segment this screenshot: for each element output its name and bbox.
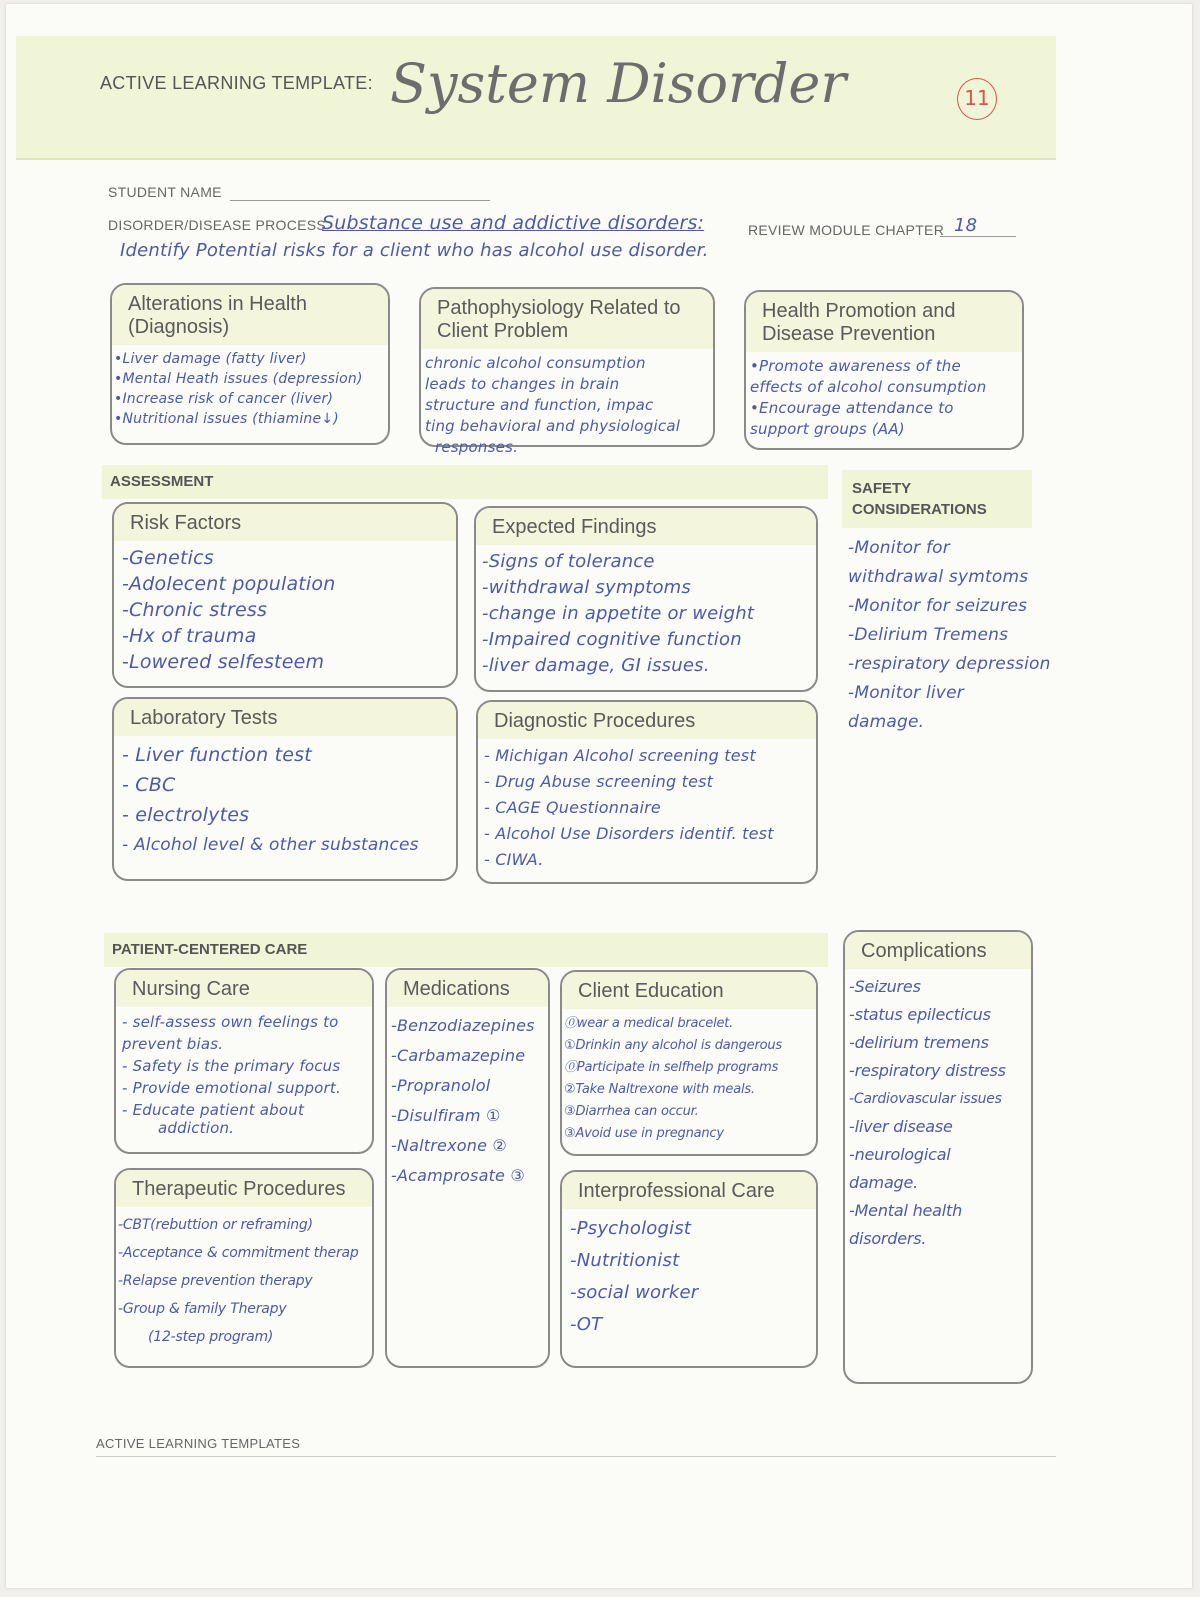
- disorder-field[interactable]: Substance use and addictive disorders:: [322, 212, 705, 234]
- list-item: -Monitor for: [848, 538, 950, 558]
- list-item: -Nutritionist: [570, 1250, 680, 1271]
- pathophysiology-list: [421, 349, 713, 458]
- nursing-care-box: [114, 968, 374, 1154]
- pathophysiology-box: [419, 287, 715, 456]
- list-item: •Mental Heath issues (depression): [114, 371, 363, 387]
- list-item: support groups (AA): [750, 420, 905, 438]
- list-item: -respiratory depression: [848, 654, 1051, 674]
- list-item: -Benzodiazepines: [391, 1016, 535, 1035]
- list-item: -Propranolol: [391, 1076, 491, 1095]
- list-item: -Impaired cognitive function: [482, 629, 742, 650]
- student-name-label: STUDENT NAME: [108, 184, 222, 200]
- list-item: -change in appetite or weight: [482, 603, 755, 624]
- list-item: -Acamprosate ③: [391, 1166, 525, 1185]
- list-item: - CIWA.: [484, 850, 544, 869]
- list-item: •Promote awareness of the: [750, 357, 961, 375]
- health-promotion-title: Health Promotion and Disease Prevention: [746, 292, 1022, 352]
- list-item: -Monitor liver: [848, 683, 964, 703]
- list-item: -Psychologist: [570, 1218, 692, 1239]
- list-item: - Alcohol Use Disorders identif. test: [484, 824, 774, 843]
- therapeutic-procedures-box: [114, 1168, 374, 1368]
- list-item: ③Avoid use in pregnancy: [564, 1126, 724, 1141]
- expected-findings-title: Expected Findings: [476, 508, 816, 545]
- template-label: ACTIVE LEARNING TEMPLATE:: [100, 73, 373, 93]
- laboratory-tests-box: [112, 697, 458, 881]
- disorder-label: DISORDER/DISEASE PROCESS: [108, 217, 327, 233]
- list-item: ⓪wear a medical bracelet.: [564, 1016, 734, 1031]
- list-item: - Safety is the primary focus: [122, 1057, 341, 1075]
- list-item: -Cardiovascular issues: [849, 1091, 1002, 1107]
- risk-factors-box: [112, 502, 458, 688]
- list-item: - Drug Abuse screening test: [484, 772, 714, 791]
- complications-box: [843, 930, 1033, 1384]
- list-item: ⓪Participate in selfhelp programs: [564, 1060, 779, 1075]
- list-item: -Monitor for seizures: [848, 596, 1028, 616]
- chapter-label: REVIEW MODULE CHAPTER: [748, 222, 945, 238]
- list-item: structure and function, impac: [425, 396, 654, 414]
- medications-box: [385, 968, 550, 1368]
- chapter-field[interactable]: 18: [940, 215, 1016, 237]
- list-item: ②Take Naltrexone with meals.: [564, 1082, 755, 1097]
- list-item: withdrawal symtoms: [848, 567, 1029, 587]
- client-education-title: Client Education: [562, 972, 816, 1009]
- diagnostic-procedures-list: [478, 739, 816, 873]
- list-item: -Naltrexone ②: [391, 1136, 507, 1155]
- alterations-list: [112, 345, 388, 429]
- patient-centered-care-label: PATIENT-CENTERED CARE: [104, 933, 828, 967]
- list-item: -Adolecent population: [122, 573, 336, 595]
- footer-divider: [96, 1456, 1056, 1457]
- list-item: -status epilecticus: [849, 1005, 991, 1024]
- list-item: -Genetics: [122, 547, 214, 569]
- list-item: -withdrawal symptoms: [482, 577, 691, 598]
- list-item: •Nutritional issues (thiamine↓): [114, 411, 339, 427]
- disorder-field-line2: Identify Potential risks for a client who has alcohol use disorder.: [120, 240, 709, 261]
- list-item: prevent bias.: [122, 1035, 224, 1053]
- list-item: ③Diarrhea can occur.: [564, 1104, 699, 1119]
- footer-text: ACTIVE LEARNING TEMPLATES: [96, 1436, 301, 1451]
- list-item: -Hx of trauma: [122, 625, 257, 647]
- list-item: -Delirium Tremens: [848, 625, 1009, 645]
- risk-factors-title: Risk Factors: [114, 504, 456, 541]
- list-item: -Relapse prevention therapy: [118, 1273, 313, 1289]
- alterations-title: Alterations in Health (Diagnosis): [112, 285, 388, 345]
- list-item: damage.: [848, 712, 925, 732]
- list-item: -Chronic stress: [122, 599, 268, 621]
- health-promotion-list: [746, 352, 1022, 440]
- list-item: -liver damage, GI issues.: [482, 655, 710, 676]
- interprofessional-care-list: [562, 1209, 816, 1341]
- list-item: - Alcohol level & other substances: [122, 835, 419, 855]
- client-education-box: [560, 970, 818, 1156]
- pathophysiology-title: Pathophysiology Related to Client Problem: [421, 289, 713, 349]
- expected-findings-box: [474, 506, 818, 692]
- interprofessional-care-title: Interprofessional Care: [562, 1172, 816, 1209]
- list-item: -OT: [570, 1314, 603, 1335]
- list-item: disorders.: [849, 1229, 927, 1248]
- safety-considerations-label: SAFETY CONSIDERATIONS: [842, 470, 1032, 528]
- nursing-care-list: [116, 1007, 372, 1135]
- list-item: - self-assess own feelings to: [122, 1013, 339, 1031]
- list-item: -delirium tremens: [849, 1033, 989, 1052]
- diagnostic-procedures-box: [476, 700, 818, 884]
- risk-factors-list: [114, 541, 456, 675]
- diagnostic-procedures-title: Diagnostic Procedures: [478, 702, 816, 739]
- alterations-box: [110, 283, 390, 445]
- list-item: - Liver function test: [122, 744, 312, 766]
- list-item: -Seizures: [849, 977, 921, 996]
- laboratory-tests-list: [114, 736, 456, 860]
- list-item: -CBT(rebuttion or reframing): [118, 1217, 313, 1233]
- list-item: •Increase risk of cancer (liver): [114, 391, 334, 407]
- list-item: - Educate patient about: [122, 1101, 305, 1119]
- list-item: •Liver damage (fatty liver): [114, 351, 307, 367]
- list-item: -Acceptance & commitment therap: [118, 1245, 359, 1261]
- list-item: -Group & family Therapy: [118, 1301, 287, 1317]
- client-education-list: [562, 1009, 816, 1145]
- list-item: -neurological: [849, 1145, 951, 1164]
- list-item: damage.: [849, 1173, 919, 1192]
- list-item: - CAGE Questionnaire: [484, 798, 661, 817]
- list-item: addiction.: [158, 1119, 235, 1137]
- complications-title: Complications: [845, 932, 1031, 969]
- list-item: (12-step program): [148, 1329, 274, 1345]
- assessment-label: ASSESSMENT: [102, 465, 828, 499]
- laboratory-tests-title: Laboratory Tests: [114, 699, 456, 736]
- interprofessional-care-box: [560, 1170, 818, 1368]
- expected-findings-list: [476, 545, 816, 679]
- list-item: -Signs of tolerance: [482, 551, 655, 572]
- nursing-care-title: Nursing Care: [116, 970, 372, 1007]
- medications-title: Medications: [387, 970, 548, 1007]
- list-item: - electrolytes: [122, 804, 250, 826]
- page-title: System Disorder: [390, 52, 847, 115]
- therapeutic-procedures-list: [116, 1207, 372, 1351]
- list-item: - Provide emotional support.: [122, 1079, 341, 1097]
- list-item: responses.: [435, 438, 519, 456]
- list-item: -respiratory distress: [849, 1061, 1006, 1080]
- list-item: effects of alcohol consumption: [750, 378, 987, 396]
- safety-list: [848, 534, 1051, 737]
- list-item: - Michigan Alcohol screening test: [484, 746, 756, 765]
- student-name-field[interactable]: [230, 200, 490, 201]
- page-number: 11: [957, 78, 997, 120]
- list-item: -Carbamazepine: [391, 1046, 526, 1065]
- list-item: - CBC: [122, 774, 176, 796]
- list-item: -Disulfiram ①: [391, 1106, 501, 1125]
- list-item: ①Drinkin any alcohol is dangerous: [564, 1038, 782, 1053]
- list-item: chronic alcohol consumption: [425, 354, 646, 372]
- health-promotion-box: [744, 290, 1024, 450]
- list-item: -liver disease: [849, 1117, 953, 1136]
- medications-list: [387, 1007, 548, 1191]
- list-item: ting behavioral and physiological: [425, 417, 681, 435]
- complications-list: [845, 969, 1031, 1253]
- therapeutic-procedures-title: Therapeutic Procedures: [116, 1170, 372, 1207]
- list-item: leads to changes in brain: [425, 375, 620, 393]
- list-item: -social worker: [570, 1282, 699, 1303]
- list-item: -Mental health: [849, 1201, 963, 1220]
- list-item: -Lowered selfesteem: [122, 651, 325, 673]
- list-item: •Encourage attendance to: [750, 399, 954, 417]
